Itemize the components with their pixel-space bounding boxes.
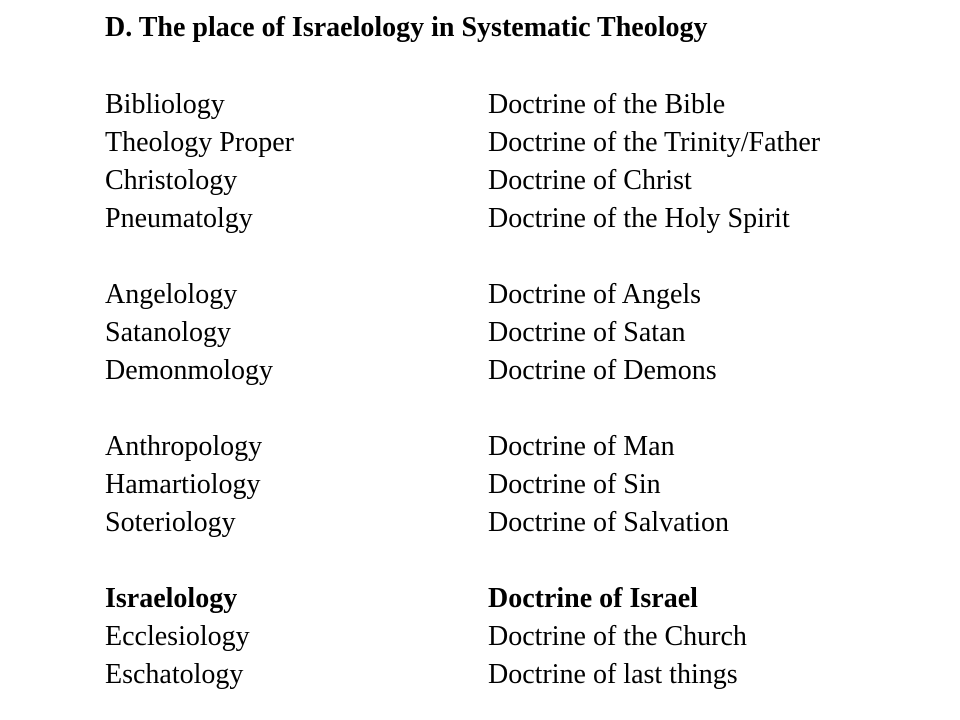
doctrine-row-israelology [105,580,925,618]
doctrine-definition: Doctrine of the Bible [488,89,726,120]
doctrine-row-soteriology [105,504,925,542]
doctrine-definition: Doctrine of Salvation [488,507,730,538]
doctrine-term: Angelology [105,279,238,310]
doctrine-row-demonology [105,352,925,390]
doctrine-row-theology-proper [105,124,925,162]
doctrine-term: Soteriology [105,507,236,538]
doctrine-definition: Doctrine of Demons [488,355,717,386]
doctrine-row-pneumatology [105,200,925,238]
doctrine-row-angelology [105,276,925,314]
doctrine-row-eschatology [105,656,925,694]
doctrine-definition: Doctrine of last things [488,659,738,690]
doctrine-term: Theology Proper [105,127,294,158]
doctrine-term: Satanology [105,317,231,348]
doctrine-definition: Doctrine of Man [488,431,675,462]
doctrine-row-anthropology [105,428,925,466]
doctrine-definition: Doctrine of Israel [488,583,698,614]
doctrine-term: Eschatology [105,659,244,690]
doctrine-definition: Doctrine of Sin [488,469,661,500]
doctrine-row-christology [105,162,925,200]
doctrine-definition: Doctrine of Satan [488,317,686,348]
doctrine-term: Demonmology [105,355,273,386]
doctrine-definition: Doctrine of the Church [488,621,747,652]
doctrine-definition: Doctrine of the Trinity/Father [488,127,821,158]
doctrine-definition: Doctrine of the Holy Spirit [488,203,790,234]
doctrine-group-scripture-and-god [105,86,925,238]
doctrine-term: Hamartiology [105,469,261,500]
doctrine-term: Israelology [105,583,238,614]
page-title: D. The place of Israelology in Systematic Theology [105,12,708,43]
doctrine-group-israel-church-end [105,580,925,694]
doctrine-row-bibliology [105,86,925,124]
doctrine-group-spirit-beings [105,276,925,390]
doctrine-definition: Doctrine of Christ [488,165,692,196]
doctrine-term: Anthropology [105,431,263,462]
doctrine-table [105,86,925,694]
doctrine-row-hamartiology [105,466,925,504]
doctrine-term: Ecclesiology [105,621,250,652]
doctrine-term: Pneumatolgy [105,203,253,234]
doctrine-row-satanology [105,314,925,352]
doctrine-term: Bibliology [105,89,225,120]
doctrine-definition: Doctrine of Angels [488,279,702,310]
doctrine-row-ecclesiology [105,618,925,656]
doctrine-group-humanity [105,428,925,542]
doctrine-term: Christology [105,165,238,196]
